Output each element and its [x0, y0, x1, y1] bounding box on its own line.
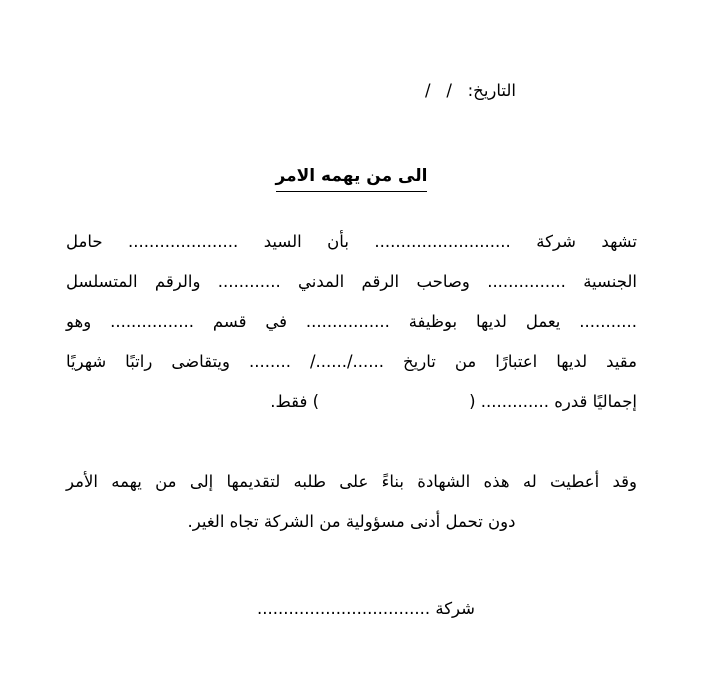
title-container: [0, 164, 703, 192]
signature-line-text: شركة .................................: [257, 599, 475, 619]
signature-line: [0, 570, 703, 649]
amount-line-suffix: ) فقط.: [270, 392, 320, 411]
date-line-text: التاريخ: / /: [425, 81, 517, 101]
body-line: مقيد لديها اعتبارًا من تاريخ ....../....../ ........ ويتقاضى راتبًا شهريًا: [66, 352, 637, 371]
body-line: تشهد شركة .......................... بأن السيد ..................... حامل: [66, 232, 637, 251]
closing-paragraph-line: دون تحمل أدنى مسؤولية من الشركة تجاه الغير.: [187, 512, 516, 531]
amount-line-prefix: إجماليًا قدره ............. (: [469, 392, 637, 411]
body-line: ........... يعمل لديها بوظيفة ................ في قسم ................ وهو: [66, 312, 637, 331]
closing-paragraph-line: وقد أعطيت له هذه الشهادة بناءً على طلبه لتقديمها إلى من يهمه الأمر: [66, 472, 637, 491]
body-line: الجنسية ............... وصاحب الرقم المدني ............ والرقم المتسلسل: [66, 272, 637, 291]
amount-line: [66, 382, 637, 422]
certificate-body: [66, 222, 637, 422]
closing-paragraph: [66, 462, 637, 542]
date-line: [66, 52, 637, 131]
document-title: الى من يهمه الامر: [276, 164, 428, 192]
